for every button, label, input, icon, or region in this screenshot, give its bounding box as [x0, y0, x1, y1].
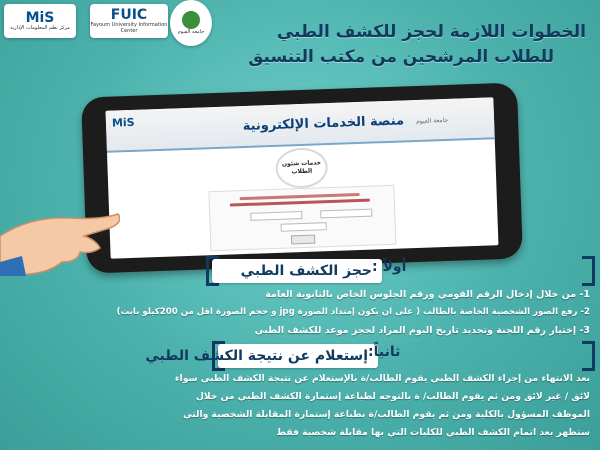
section2-banner: [145, 344, 378, 368]
tablet-screen: [106, 97, 499, 258]
university-logo-caption: جامعة الفيوم: [177, 29, 205, 35]
paragraph-line: ستظهر بعد اتمام الكشف الطبي للكليات التي بها مقابلة شخصية فقط: [276, 427, 590, 438]
tablet-mockup: [81, 82, 523, 273]
section2-title: إستعلام عن نتيجة الكشف الطبي: [145, 348, 368, 364]
form-notice-line: [230, 199, 370, 207]
university-emblem-icon: [182, 11, 200, 29]
captcha-field[interactable]: [281, 222, 327, 232]
section1-bracket-right: [582, 256, 595, 286]
student-affairs-seal: [275, 147, 328, 189]
screen-login-form: [208, 185, 396, 251]
section1-banner: [212, 259, 382, 283]
title-line-2: للطلاب المرشحين من مكتب التنسيق: [248, 47, 554, 67]
section1-number: أولاً :: [372, 259, 407, 275]
paragraph-line: لائق / غير لائق ومن ثم يقوم الطالب/ ة بالتوجه لطباعة إستمارة الكشف الطبي من خلال: [195, 391, 590, 402]
step-item: 2- رفع الصور الشخصية الخاصة بالطالب ( على ان يكون إمتداد الصورة jpg و حجم الصورة اقل من 200كيلو بايت): [116, 307, 590, 317]
title-line-1: الخطوات اللازمة لحجز للكشف الطبي: [276, 22, 586, 42]
mis-logo-mark: MiS: [25, 10, 55, 26]
national-id-field[interactable]: [320, 209, 372, 219]
fuic-logo-caption: Fayoum University Information Center: [90, 22, 168, 34]
seat-number-field[interactable]: [250, 211, 302, 221]
hand-illustration: [0, 196, 120, 276]
step-item: 1- من خلال إدخال الرقم القومي ورقم الجلوس الخاص بالثانوية العامة: [265, 289, 590, 300]
screen-header: [106, 97, 495, 153]
seal-line-2: الطلاب: [291, 167, 313, 176]
screen-university: جامعة الفيوم: [416, 116, 449, 125]
seal-line-1: خدمات شئون: [281, 159, 322, 168]
fuic-logo-mark: FUIC: [110, 7, 148, 23]
paragraph-line: بعد الانتهاء من إجراء الكشف الطبي يقوم الطالب/ة بالإستعلام عن نتيجة الكشف الطبي سواء: [174, 373, 590, 384]
screen-logo: MiS: [111, 115, 135, 130]
paragraph-line: الموظف المسؤول بالكلية ومن ثم يقوم الطالب/ة بطباعة إستمارة المقابلة الشخصية والتي: [182, 409, 590, 420]
screen-title: منصة الخدمات الإلكترونية: [242, 113, 405, 135]
mis-logo: [4, 4, 76, 38]
login-button[interactable]: [291, 235, 315, 245]
section2-bracket-right: [582, 341, 595, 371]
university-logo: [170, 0, 212, 46]
step-item: 3- إختيار رقم اللجنة وتحديد تاريخ اليوم المراد لحجز موعد للكشف الطبي: [254, 325, 590, 336]
section1-title: حجز الكشف الطبي: [240, 263, 372, 279]
mis-logo-caption: مركز نظم المعلومات الإدارية: [10, 25, 70, 31]
section2-number: ثانياً:: [368, 344, 401, 360]
fuic-logo: [90, 4, 168, 38]
